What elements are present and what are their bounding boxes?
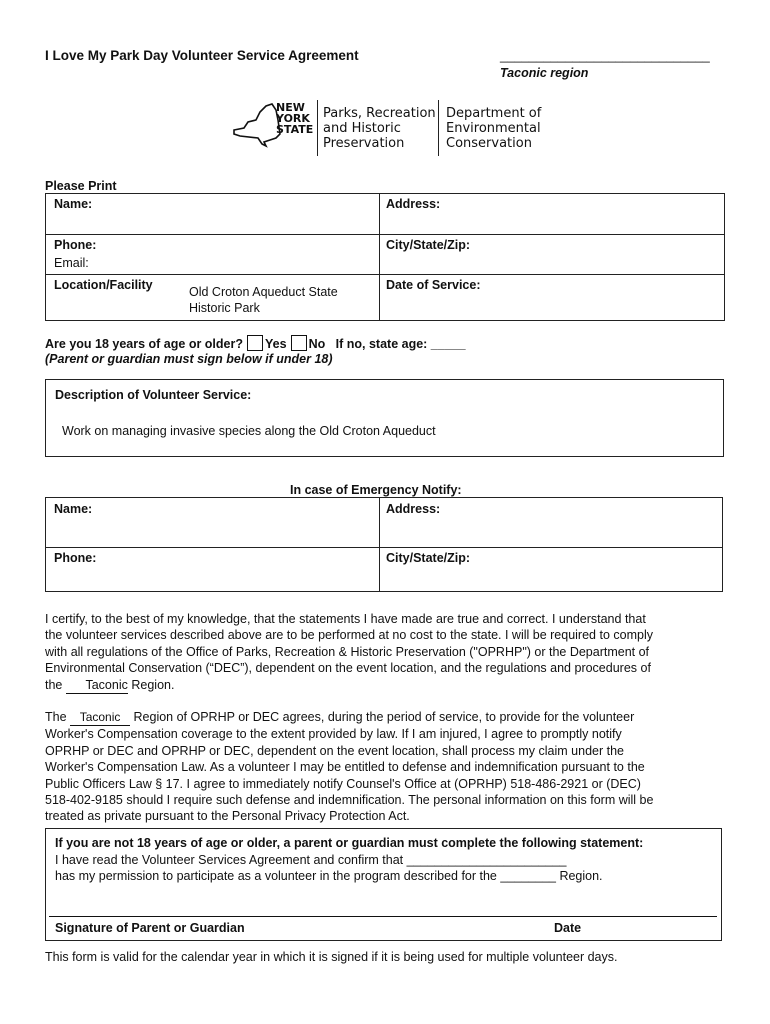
emergency-phone-field[interactable] (46, 548, 379, 592)
region-blank[interactable]: _____________________________ (500, 48, 710, 63)
compensation-paragraph: The Taconic Region of OPRHP or DEC agrees, during the period of service, to provide for the volunteer Worker's Compensation coverage to the extent provided by law. If I am injured, I agree to promptly notify OPRHP or DEC and OPRHP or DEC, dependent on the event location, shall process my claim under the Worker's Compensation Law. As a volunteer I may be entitled to defense and indemnification pursuant to the Public Officers Law § 17. I agree to immediately notify Counsel's Office at (OPRHP) 518-486-2921 or (DEC) 518-402-9185 should I require such defense and indemnification. The personal information on this form will be treated as private pursuant to the Personal Privacy Protection Act. (45, 710, 654, 824)
yes-checkbox[interactable] (247, 335, 263, 351)
emergency-phone-label: Phone: (54, 551, 97, 565)
age-question-row (45, 335, 466, 351)
footer-note: This form is valid for the calendar year in which it is signed if it is being used for multiple volunteer days. (45, 950, 618, 964)
emergency-name-label: Name: (54, 502, 93, 516)
address-label: Address: (386, 197, 441, 211)
description-value: Work on managing invasive species along the Old Croton Aqueduct (62, 424, 436, 438)
logo-divider (438, 100, 439, 156)
location-value-line1: Old Croton Aqueduct State (189, 285, 338, 299)
volunteer-info-table (45, 193, 725, 321)
yes-label: Yes (265, 337, 287, 351)
date-of-service-label: Date of Service: (386, 278, 481, 292)
name-label: Name: (54, 197, 93, 211)
volunteer-name-field[interactable] (46, 194, 379, 234)
guardian-heading: If you are not 18 years of age or older, a parent or guardian must complete the following statement: (55, 836, 644, 850)
age-if-no: If no, state age: _____ (335, 337, 466, 351)
volunteer-address-field[interactable] (380, 194, 726, 234)
age-note: (Parent or guardian must sign below if under 18) (45, 352, 333, 366)
logo-divider (317, 100, 318, 156)
new-york-state-map-icon (230, 100, 282, 148)
guardian-line2[interactable]: has my permission to participate as a volunteer in the program described for the ________ Region. (55, 869, 603, 883)
date-of-service-field[interactable] (380, 275, 726, 321)
emergency-city-label: City/State/Zip: (386, 551, 471, 565)
location-value-line2: Historic Park (189, 301, 260, 315)
emergency-address-label: Address: (386, 502, 441, 516)
region-label: Taconic region (500, 66, 589, 80)
guardian-date-label: Date (554, 921, 582, 935)
emergency-name-field[interactable] (46, 498, 379, 547)
please-print-label: Please Print (45, 179, 117, 193)
volunteer-phone-field[interactable] (46, 235, 379, 274)
description-box[interactable] (45, 379, 724, 457)
no-checkbox[interactable] (291, 335, 307, 351)
description-label: Description of Volunteer Service: (55, 388, 252, 402)
certification-paragraph: I certify, to the best of my knowledge, that the statements I have made are true and correct. I understand that the volunteer services described above are to be performed at no cost to the state. I will be required to comply with all regulations of the Office of Parks, Recreation & Historic Preservation ("OPRHP") or the Department of Environmental Conservation (“DEC”), dependent on the event location, and the regulations and procedures of the Taconic Region. (45, 611, 735, 694)
new-york-state-wordmark: NEW YORK STATE (276, 101, 314, 136)
guardian-signature-label: Signature of Parent or Guardian (55, 921, 245, 935)
volunteer-city-field[interactable] (380, 235, 726, 274)
location-facility-field[interactable] (46, 275, 379, 321)
age-question: Are you 18 years of age or older? (45, 337, 243, 351)
guardian-statement-box (45, 828, 722, 941)
emergency-city-field[interactable] (380, 548, 724, 592)
guardian-line1[interactable]: I have read the Volunteer Services Agreement and confirm that _______________________ (55, 853, 567, 867)
dec-agency-name: Department of Environmental Conservation (446, 106, 542, 151)
no-label: No (308, 337, 326, 351)
compensation-region-fill[interactable]: Taconic (70, 709, 130, 726)
agency-logo (230, 96, 550, 162)
form-title: I Love My Park Day Volunteer Service Agreement (45, 48, 359, 63)
certify-region-fill[interactable]: Taconic (66, 677, 128, 694)
email-label: Email: (54, 256, 89, 270)
emergency-table (45, 497, 723, 592)
parks-agency-name: Parks, Recreation and Historic Preservation (323, 106, 436, 151)
city-state-zip-label: City/State/Zip: (386, 238, 471, 252)
phone-label: Phone: (54, 238, 97, 252)
location-facility-label: Location/Facility (54, 278, 153, 292)
emergency-title: In case of Emergency Notify: (290, 483, 462, 497)
emergency-address-field[interactable] (380, 498, 724, 547)
signature-line[interactable] (49, 916, 717, 917)
